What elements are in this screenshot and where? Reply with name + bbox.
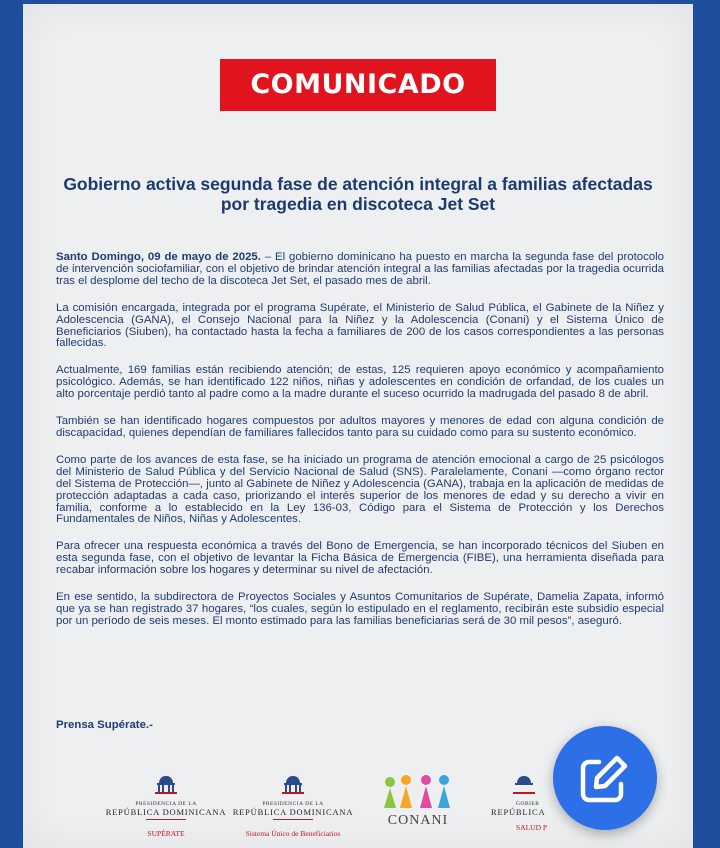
press-release-page — [23, 4, 693, 848]
government-palace-icon — [280, 774, 306, 796]
dateline: Santo Domingo, 09 de mayo de 2025. — [56, 251, 261, 263]
comunicado-badge: COMUNICADO — [220, 59, 496, 111]
compose-fab-button[interactable] — [553, 726, 657, 830]
government-palace-icon — [511, 774, 537, 796]
conani-logo: CONANI — [373, 772, 463, 829]
paragraph-7: En ese sentido, la subdirectora de Proyectos Sociales y Asuntos Comunitarios de Supérate, Damelia Zapata, informó que ya se han registrado 37 hogares, “los cuales, según lo estipulado en el reglamento, recibirán este subsidio especial por un período de seis meses. El monto estimado para las familias beneficiarias será de 30 mil pesos”, aseguró. — [56, 591, 664, 627]
headline: Gobierno activa segunda fase de atención integral a familias afectadas por tragedia en discoteca Jet Set — [63, 174, 653, 214]
body-text — [56, 252, 664, 643]
superate-logo: PRESIDENCIA DE LA REPÚBLICA DOMINICANA SUPÉRATE — [101, 774, 231, 838]
government-palace-icon — [153, 774, 179, 796]
salud-publica-logo: GOBIER REPÚBLICA SALUD P — [491, 774, 571, 832]
edit-icon — [553, 726, 657, 830]
paragraph-6: Para ofrecer una respuesta económica a través del Bono de Emergencia, se han incorporado técnicos del Siuben en esta segunda fase, con el objetivo de levantar la Ficha Básica de Emergencia (FIBE), una herramienta diseñada para recabar información sobre los hogares y determinar su nivel de afectación. — [56, 540, 664, 577]
children-figures-icon — [378, 772, 458, 810]
signature: Prensa Supérate.- — [56, 719, 153, 731]
siuben-logo: PRESIDENCIA DE LA REPÚBLICA DOMINICANA Sistema Único de Beneficiarios — [228, 774, 358, 838]
paragraph-1: Santo Domingo, 09 de mayo de 2025. – El gobierno dominicano ha puesto en marcha la segunda fase del protocolo de intervención sociofamiliar, con el objetivo de brindar atención integral a las familias afectadas por la tragedia ocurrida tras el desplome del techo de la discoteca Jet Set, el pasado mes de abril. — [56, 251, 664, 287]
paragraph-3: Actualmente, 169 familias están recibiendo atención; de estas, 125 requieren apoyo económico y acompañamiento psicológico. Además, se han identificado 122 niños, niñas y adolescentes en condición de orfandad, de los cuales un alto porcentaje perdió tanto al padre como a la madre durante el suceso ocurrido la madrugada del pasado 8 de abril. — [56, 364, 664, 401]
paragraph-4: También se han identificado hogares compuestos por adultos mayores y menores de edad con alguna condición de discapacidad, quienes dependían de familiares fallecidos tanto para su cuidado como para su sustento económico. — [56, 415, 664, 439]
paragraph-5: Como parte de los avances de esta fase, se ha iniciado un programa de atención emocional a cargo de 25 psicólogos del Ministerio de Salud Pública y del Servicio Nacional de Salud (SNS). Paralelamente, Conani —como órgano rector del Sistema de Protección—, junto al Gabinete de Niñez y Adolescencia (GANA), trabaja en la aplicación de medidas de protección adaptadas a cada caso, priorizando el interés superior de los menores de edad y su derecho a vivir en familia, conforme a lo establecido en la Ley 136-03, Código para el Sistema de Protección y los Derechos Fundamentales de Niños, Niñas y Adolescentes. — [56, 453, 664, 526]
paragraph-2: La comisión encargada, integrada por el programa Supérate, el Ministerio de Salud Pública, el Gabinete de la Niñez y Adolescencia (GANA), el Consejo Nacional para la Niñez y la Adolescencia (Conani) y el Sistema Único de Beneficiarios (Siuben), ha contactado hasta la fecha a familiares de 200 de los casos correspondientes a las personas fallecidas. — [56, 301, 664, 350]
